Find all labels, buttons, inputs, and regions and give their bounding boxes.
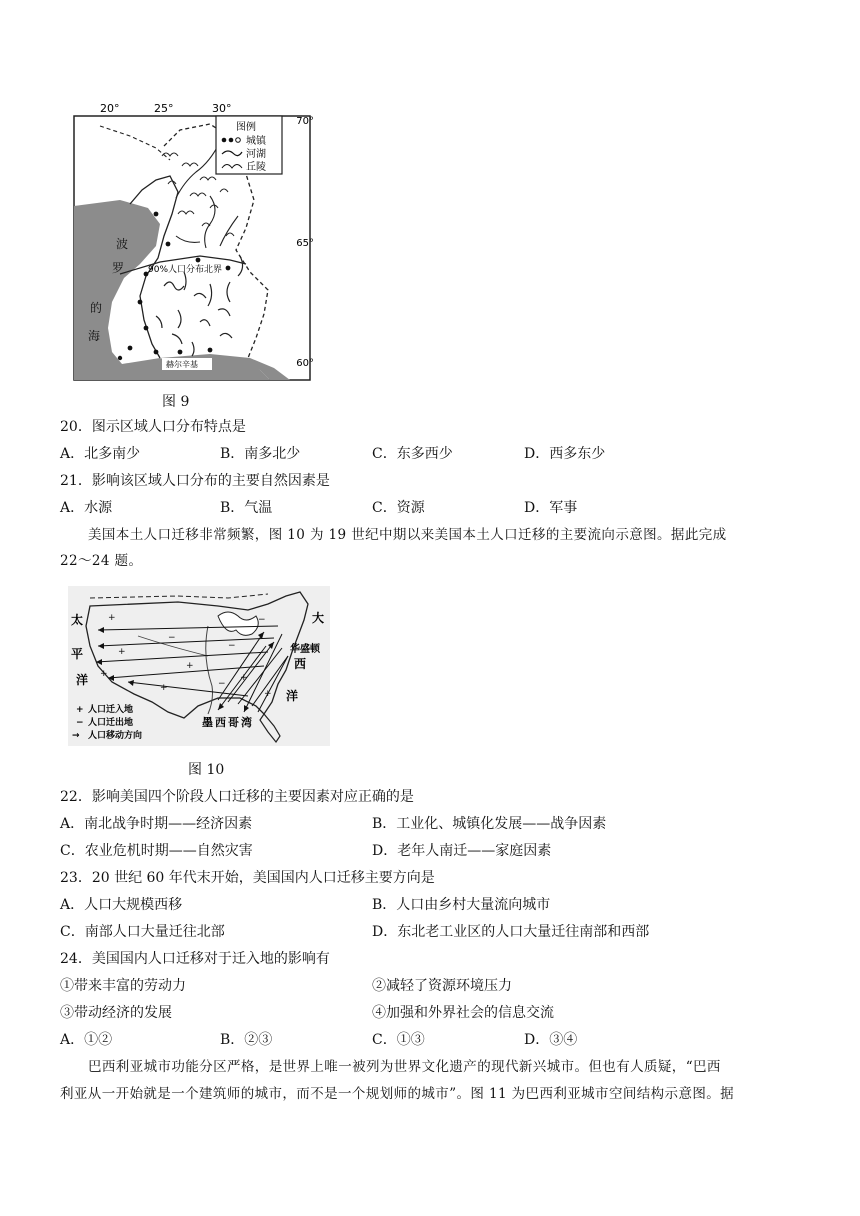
q20-option-a[interactable]: A．北多南少 <box>60 446 141 462</box>
figure-10-caption: 图 10 <box>188 762 225 778</box>
sea-char-3: 的 <box>90 301 103 315</box>
svg-text:+: + <box>100 669 108 679</box>
q23-stem: 23．20 世纪 60 年代末开始，美国国内人口迁移主要方向是 <box>60 870 435 886</box>
legend-direction: 人口移动方向 <box>88 731 143 741</box>
brasilia-para-line1: 巴西利亚城市功能分区严格，是世界上唯一被列为世界文化遗产的现代新兴城市。但也有人质疑，“巴西 <box>88 1059 721 1075</box>
q24-option-a[interactable]: A．①② <box>60 1032 113 1048</box>
svg-text:+: + <box>76 705 84 715</box>
q22-stem: 22．影响美国四个阶段人口迁移的主要因素对应正确的是 <box>60 789 414 805</box>
capital-label: 赫尔辛基 <box>166 360 198 369</box>
q24-statement-3: ③带动经济的发展 <box>60 1005 172 1021</box>
q24-option-d[interactable]: D．③④ <box>524 1032 578 1048</box>
q21-option-c[interactable]: C．资源 <box>372 500 425 516</box>
intro-22-24-line2: 22～24 题。 <box>60 553 143 569</box>
gulf-label: 墨西哥湾 <box>202 716 254 729</box>
q23-option-c[interactable]: C．南部人口大量迁往北部 <box>60 924 225 940</box>
svg-text:−: − <box>76 718 84 728</box>
q23-option-b[interactable]: B．人口由乡村大量流向城市 <box>372 897 551 913</box>
legend-town: 城镇 <box>246 136 266 147</box>
q21-option-a[interactable]: A．水源 <box>60 500 113 516</box>
svg-text:−: − <box>228 641 236 651</box>
legend-river: 河湖 <box>246 149 266 160</box>
baltic-sea-shape <box>74 200 270 380</box>
svg-text:+: + <box>240 673 248 683</box>
figure-9-caption: 图 9 <box>162 394 190 410</box>
q23-option-a[interactable]: A．人口大规模西移 <box>60 897 183 913</box>
svg-text:+: + <box>118 647 126 657</box>
atlantic-char-1: 大 <box>312 611 325 625</box>
q20-option-b[interactable]: B．南多北少 <box>220 446 301 462</box>
pacific-char-1: 太 <box>71 613 84 627</box>
brasilia-para-line2: 利亚从一开始就是一个建筑师的城市，而不是一个规划师的城市”。图 11 为巴西利亚城市空间结构示意图。据 <box>60 1086 735 1102</box>
q20-option-d[interactable]: D．西多东少 <box>524 446 606 462</box>
q22-option-d[interactable]: D．老年人南迁——家庭因素 <box>372 843 552 859</box>
tick-25: 25° <box>154 102 174 115</box>
legend-title: 图例 <box>236 122 256 133</box>
lat-60: 60° <box>296 358 314 369</box>
figure-9-map <box>60 96 320 384</box>
svg-text:−: − <box>218 679 226 689</box>
svg-text:→: → <box>72 731 80 741</box>
pacific-char-2: 平 <box>71 647 84 661</box>
q24-statement-2: ②减轻了资源环境压力 <box>372 978 512 994</box>
q20-stem: 20．图示区域人口分布特点是 <box>60 419 246 435</box>
svg-text:+: + <box>108 613 116 623</box>
tick-30: 30° <box>212 102 232 115</box>
q24-statement-1: ①带来丰富的劳动力 <box>60 978 186 994</box>
washington-label: 华盛顿 <box>290 644 320 655</box>
svg-text:+: + <box>160 683 168 693</box>
sea-char-2: 罗 <box>112 261 125 275</box>
legend-inflow: 人口迁入地 <box>88 705 134 715</box>
boundary-label: 90%人口分布北界 <box>148 265 223 275</box>
q21-option-b[interactable]: B．气温 <box>220 500 273 516</box>
q22-option-c[interactable]: C．农业危机时期——自然灾害 <box>60 843 253 859</box>
legend-hill: 丘陵 <box>246 162 266 173</box>
atlantic-char-2: 西 <box>294 657 307 671</box>
figure-10-map <box>68 586 330 746</box>
q22-option-a[interactable]: A．南北战争时期——经济因素 <box>60 816 253 832</box>
q24-option-b[interactable]: B．②③ <box>220 1032 273 1048</box>
q24-stem: 24．美国国内人口迁移对于迁入地的影响有 <box>60 951 330 967</box>
legend-outflow: 人口迁出地 <box>88 718 134 728</box>
intro-22-24-line1: 美国本土人口迁移非常频繁，图 10 为 19 世纪中期以来美国本土人口迁移的主要流向示意图。据此完成 <box>88 527 727 543</box>
q24-option-c[interactable]: C．①③ <box>372 1032 425 1048</box>
lat-70: 70° <box>296 116 314 127</box>
q21-stem: 21．影响该区域人口分布的主要自然因素是 <box>60 473 330 489</box>
q23-option-d[interactable]: D．东北老工业区的人口大量迁往南部和西部 <box>372 924 650 940</box>
svg-text:−: − <box>168 633 176 643</box>
q21-option-d[interactable]: D．军事 <box>524 500 578 516</box>
q22-option-b[interactable]: B．工业化、城镇化发展——战争因素 <box>372 816 607 832</box>
atlantic-char-3: 洋 <box>286 689 299 703</box>
q24-statement-4: ④加强和外界社会的信息交流 <box>372 1005 554 1021</box>
pacific-char-3: 洋 <box>76 673 89 687</box>
sea-char-4: 海 <box>88 329 101 343</box>
sea-char-1: 波 <box>116 237 129 251</box>
svg-text:+: + <box>186 661 194 671</box>
tick-20: 20° <box>100 102 120 115</box>
svg-text:−: − <box>258 615 266 625</box>
q20-option-c[interactable]: C．东多西少 <box>372 446 453 462</box>
svg-text:+: + <box>264 689 272 699</box>
lat-65: 65° <box>296 238 314 249</box>
